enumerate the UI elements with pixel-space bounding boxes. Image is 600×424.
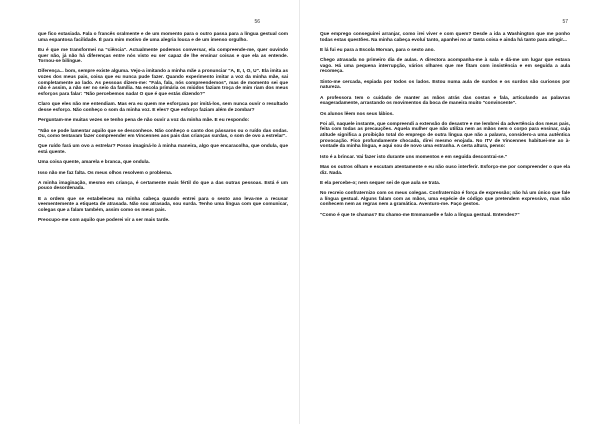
paragraph: Diferença... bom, sempre existe alguma. Vejo-a imitando a minha mãe a pronunciar "A, E, I, O, U". Ela imita as vozes dos meus pais, coisa que eu nunca pude fazer. Quando experimento imitar a voz da minha mãe, sai completamente ao lado. As pessoas dizem-me: "Fala, fala, nós compreendemos", mas de momento sei que não é assim, a não ser no seio da família. Na escola primária os miúdos faziam troça de mim riam dos meus esforços para falar: "Não percebemos nada! O que é que estás dizendo?"	[38, 69, 288, 98]
paragraph: Perguntam-me muitas vezes se tenho pena de não ouvir a voz da minha mãe. E eu respondo:	[38, 118, 250, 124]
paragraph: Uma coisa quente, amarela e branca, que ondula.	[38, 160, 150, 166]
paragraph: "Não se pode lamentar aquilo que se desconhece. Não conheço o canto dos pássaros ou o ruído das ondas. Ou, como tentavam fazer compreender em Vincennes aos pais das crianças surdas, o som de ovo a estrelar".	[38, 128, 288, 140]
paragraph: Mas os outros olham e escutam atentamente e eu não ouso interferir. Esforço-me por compreender o que ela diz. Nada.	[320, 164, 570, 176]
paragraph: "Como é que te chamas? Eu chamo-me Emmanuelle e falo a língua gestual. Entendes?"	[320, 212, 520, 218]
paragraph: Os alunos lêem nos seus lábios.	[320, 111, 394, 117]
page-number: 57	[562, 19, 568, 25]
right-page	[300, 0, 600, 424]
paragraph: A professora tem o cuidado de manter as mãos atrás das costas e fala, articulando as palavras exageradamente, arrastando os movimentos da boca de maneira muito "convincente".	[320, 95, 570, 107]
paragraph: Claro que eles não me entendiam. Mas era eu quem me esforçava por imitá-los, sem nunca ouvir o resultado desse esforço. Não conheço o som da minha voz. E eles? Que esforço faziam além de zombar?	[38, 102, 288, 113]
paragraph: A minha imaginação, mesmo em criança, é certamente mais fértil do que a das outras pessoas. Está é um pouco desordenada.	[38, 180, 288, 192]
paragraph: Que ruído fará um ovo a estrelar? Posso imaginá-lo à minha maneira, algo que encaracolha, que ondula, que está quente.	[38, 144, 288, 156]
paragraph: Preocupo-me com aquilo que poderei vir a ser mais tarde.	[38, 218, 170, 224]
page-number: 56	[254, 19, 260, 25]
paragraph: Chego atrasada no primeiro dia de aulas. A directora acompanha-me à sala e dá-me um lugar que estava vago. Há uma pequena interrupção, vários olhares que me fitam com insistência e em seguida a aula recomeça.	[320, 58, 570, 75]
paragraph: Isto é a brincar. Vai fazer isto durante uns momentos e em seguida descontrai-se."	[320, 154, 508, 160]
paragraph: Eu é que me transformei na "ciência". Actualmente podemos conversar, ela compreende-me, quer ouvindo quer não, já não há diferenças entre nós visto eu ser capaz de lhe ensinar coisas e que ela as entende. Tornou-se bilíngue.	[38, 47, 288, 65]
paragraph: No recreio confraternizo com os meus colegas. Confraternizo é força de expressão; não há um único que fale a língua gestual. Alguns falam com as mãos, uma espécie de código que pretendem expressivo, mas não conhecem nem as regras nem a gramática. Aventuro-me. Faço gestos.	[320, 191, 570, 208]
paragraph: E lá fui eu para a Escola Morvan, para o sexto ano.	[320, 47, 435, 53]
paragraph: Foi ali, naquele instante, que compreendi a extensão do desastre e me lembrei da advertência dos meus pais, feita com todas as precauções. Aquela mulher que não utiliza nem as mãos nem o corpo para ensinar, cuja atitude significa a proibição total do emprego de outra língua que não a palavra, considero-a uma autêntica provocação. Fico profundamente chocada, direi mesmo enojada. No ITV de Vincennes habituei-me ao à-vontade da minha língua, e aqui sou de novo uma estranha. A certa altura, penso:	[320, 121, 570, 150]
paragraph: que fico extasiada. Fala o francês oralmente e de um momento para o outro passa para a língua gestual com uma espantosa facilidade. É para mim motivo de uma alegria louca e de um imenso orgulho.	[38, 32, 288, 43]
paragraph: Que emprego conseguirei arranjar, como irei viver e com quem? Desde a ida a Washington que me ponho todas estas questões. Na minha cabeça evoluí tanto, apanhei no ar tanta coisa e ainda há tanto para atingir...	[320, 32, 570, 43]
paragraph: E ela percebe-o; nem sequer sei de que aula se trata.	[320, 180, 441, 186]
paragraph: Isso não me faz falta. Os meus olhos resolvem o problema.	[38, 170, 173, 176]
paragraph: E a ordem que se estabeleceu na minha cabeça quando entrei para o sexto ano leva-me a recusar veementemente a etiqueta de atrasada. Não sou atrasada, sou surda. Tenho uma língua com que comunicar, colegas que a falam também, assim como os meus pais.	[38, 196, 288, 214]
paragraph: Sinto-me cercada, espiada por todos os lados. Estou numa aula de surdos e os surdos são curiosos por natureza.	[320, 79, 570, 91]
